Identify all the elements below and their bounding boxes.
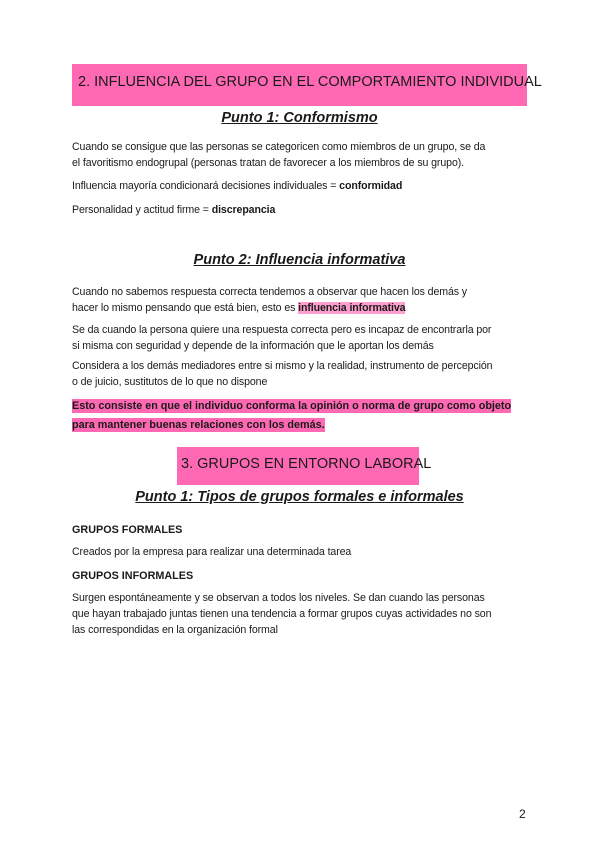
paragraph-line: Cuando se consigue que las personas se categoricen como miembros de un grupo, se da (72, 141, 486, 153)
highlighted-text: para mantener buenas relaciones con los demás. (72, 419, 325, 431)
highlighted-line (72, 397, 532, 416)
section-heading-2 (72, 64, 542, 106)
paragraph-line: si misma con seguridad y depende de la información que le aportan los demás (72, 340, 434, 352)
paragraph-line: que hayan trabajado juntas tienen una tendencia a formar grupos cuyas actividades no son (72, 608, 492, 620)
section-heading-3 (177, 447, 432, 485)
punto2-influencia-title: Punto 2: Influencia informativa (193, 252, 406, 268)
paragraph-text: Personalidad y actitud firme = (72, 204, 212, 216)
paragraph-conformidad (72, 178, 532, 194)
paragraph-line: Surgen espontáneamente y se observan a todos los niveles. Se dan cuando las personas (72, 592, 485, 604)
paragraph-line: o de juicio, sustitutos de lo que no dispone (72, 376, 268, 388)
section-heading-3-text: 3. GRUPOS EN ENTORNO LABORAL (181, 456, 432, 472)
paragraph-line: Considera a los demás mediadores entre si mismo y la realidad, instrumento de percepción (72, 360, 493, 372)
highlighted-conclusion (72, 397, 532, 435)
paragraph-mediadores (72, 358, 532, 390)
label-grupos-informales: GRUPOS INFORMALES (72, 570, 194, 582)
label-grupos-formales: GRUPOS FORMALES (72, 524, 183, 536)
paragraph-grupos-informales (72, 590, 532, 638)
paragraph-grupos-formales: Creados por la empresa para realizar una determinada tarea (72, 546, 352, 558)
paragraph-text: hacer lo mismo pensando que está bien, esto es (72, 302, 299, 314)
paragraph-line: el favoritismo endogrupal (personas tratan de favorecer a los miembros de su grupo). (72, 157, 465, 169)
paragraph-line: Cuando no sabemos respuesta correcta tendemos a observar que hacen los demás y (72, 286, 467, 298)
paragraph-respuesta-correcta (72, 322, 532, 354)
paragraph-line: Se da cuando la persona quiere una respuesta correcta pero es incapaz de encontrarla por (72, 324, 492, 336)
paragraph-favoritismo (72, 139, 532, 171)
punto1-conformismo-title: Punto 1: Conformismo (221, 110, 378, 126)
paragraph-text: Influencia mayoría condicionará decisiones individuales = (72, 180, 340, 192)
punto1-tipos-grupos-title: Punto 1: Tipos de grupos formales e informales (135, 489, 464, 505)
paragraph-influencia-informativa (72, 284, 532, 316)
section-heading-2-text: 2. INFLUENCIA DEL GRUPO EN EL COMPORTAMIENTO INDIVIDUAL (78, 74, 542, 90)
paragraph-discrepancia (72, 202, 532, 218)
paragraph-line: las correspondidas en la organización formal (72, 624, 278, 636)
highlighted-term: influencia informativa (298, 302, 406, 314)
highlighted-text: Esto consiste en que el individuo conforma la opinión o norma de grupo como objeto (72, 400, 512, 412)
bold-term: discrepancia (211, 204, 276, 216)
highlighted-line (72, 416, 532, 435)
bold-term: conformidad (339, 180, 403, 192)
paragraph-line (72, 300, 532, 316)
page-number: 2 (519, 807, 526, 821)
